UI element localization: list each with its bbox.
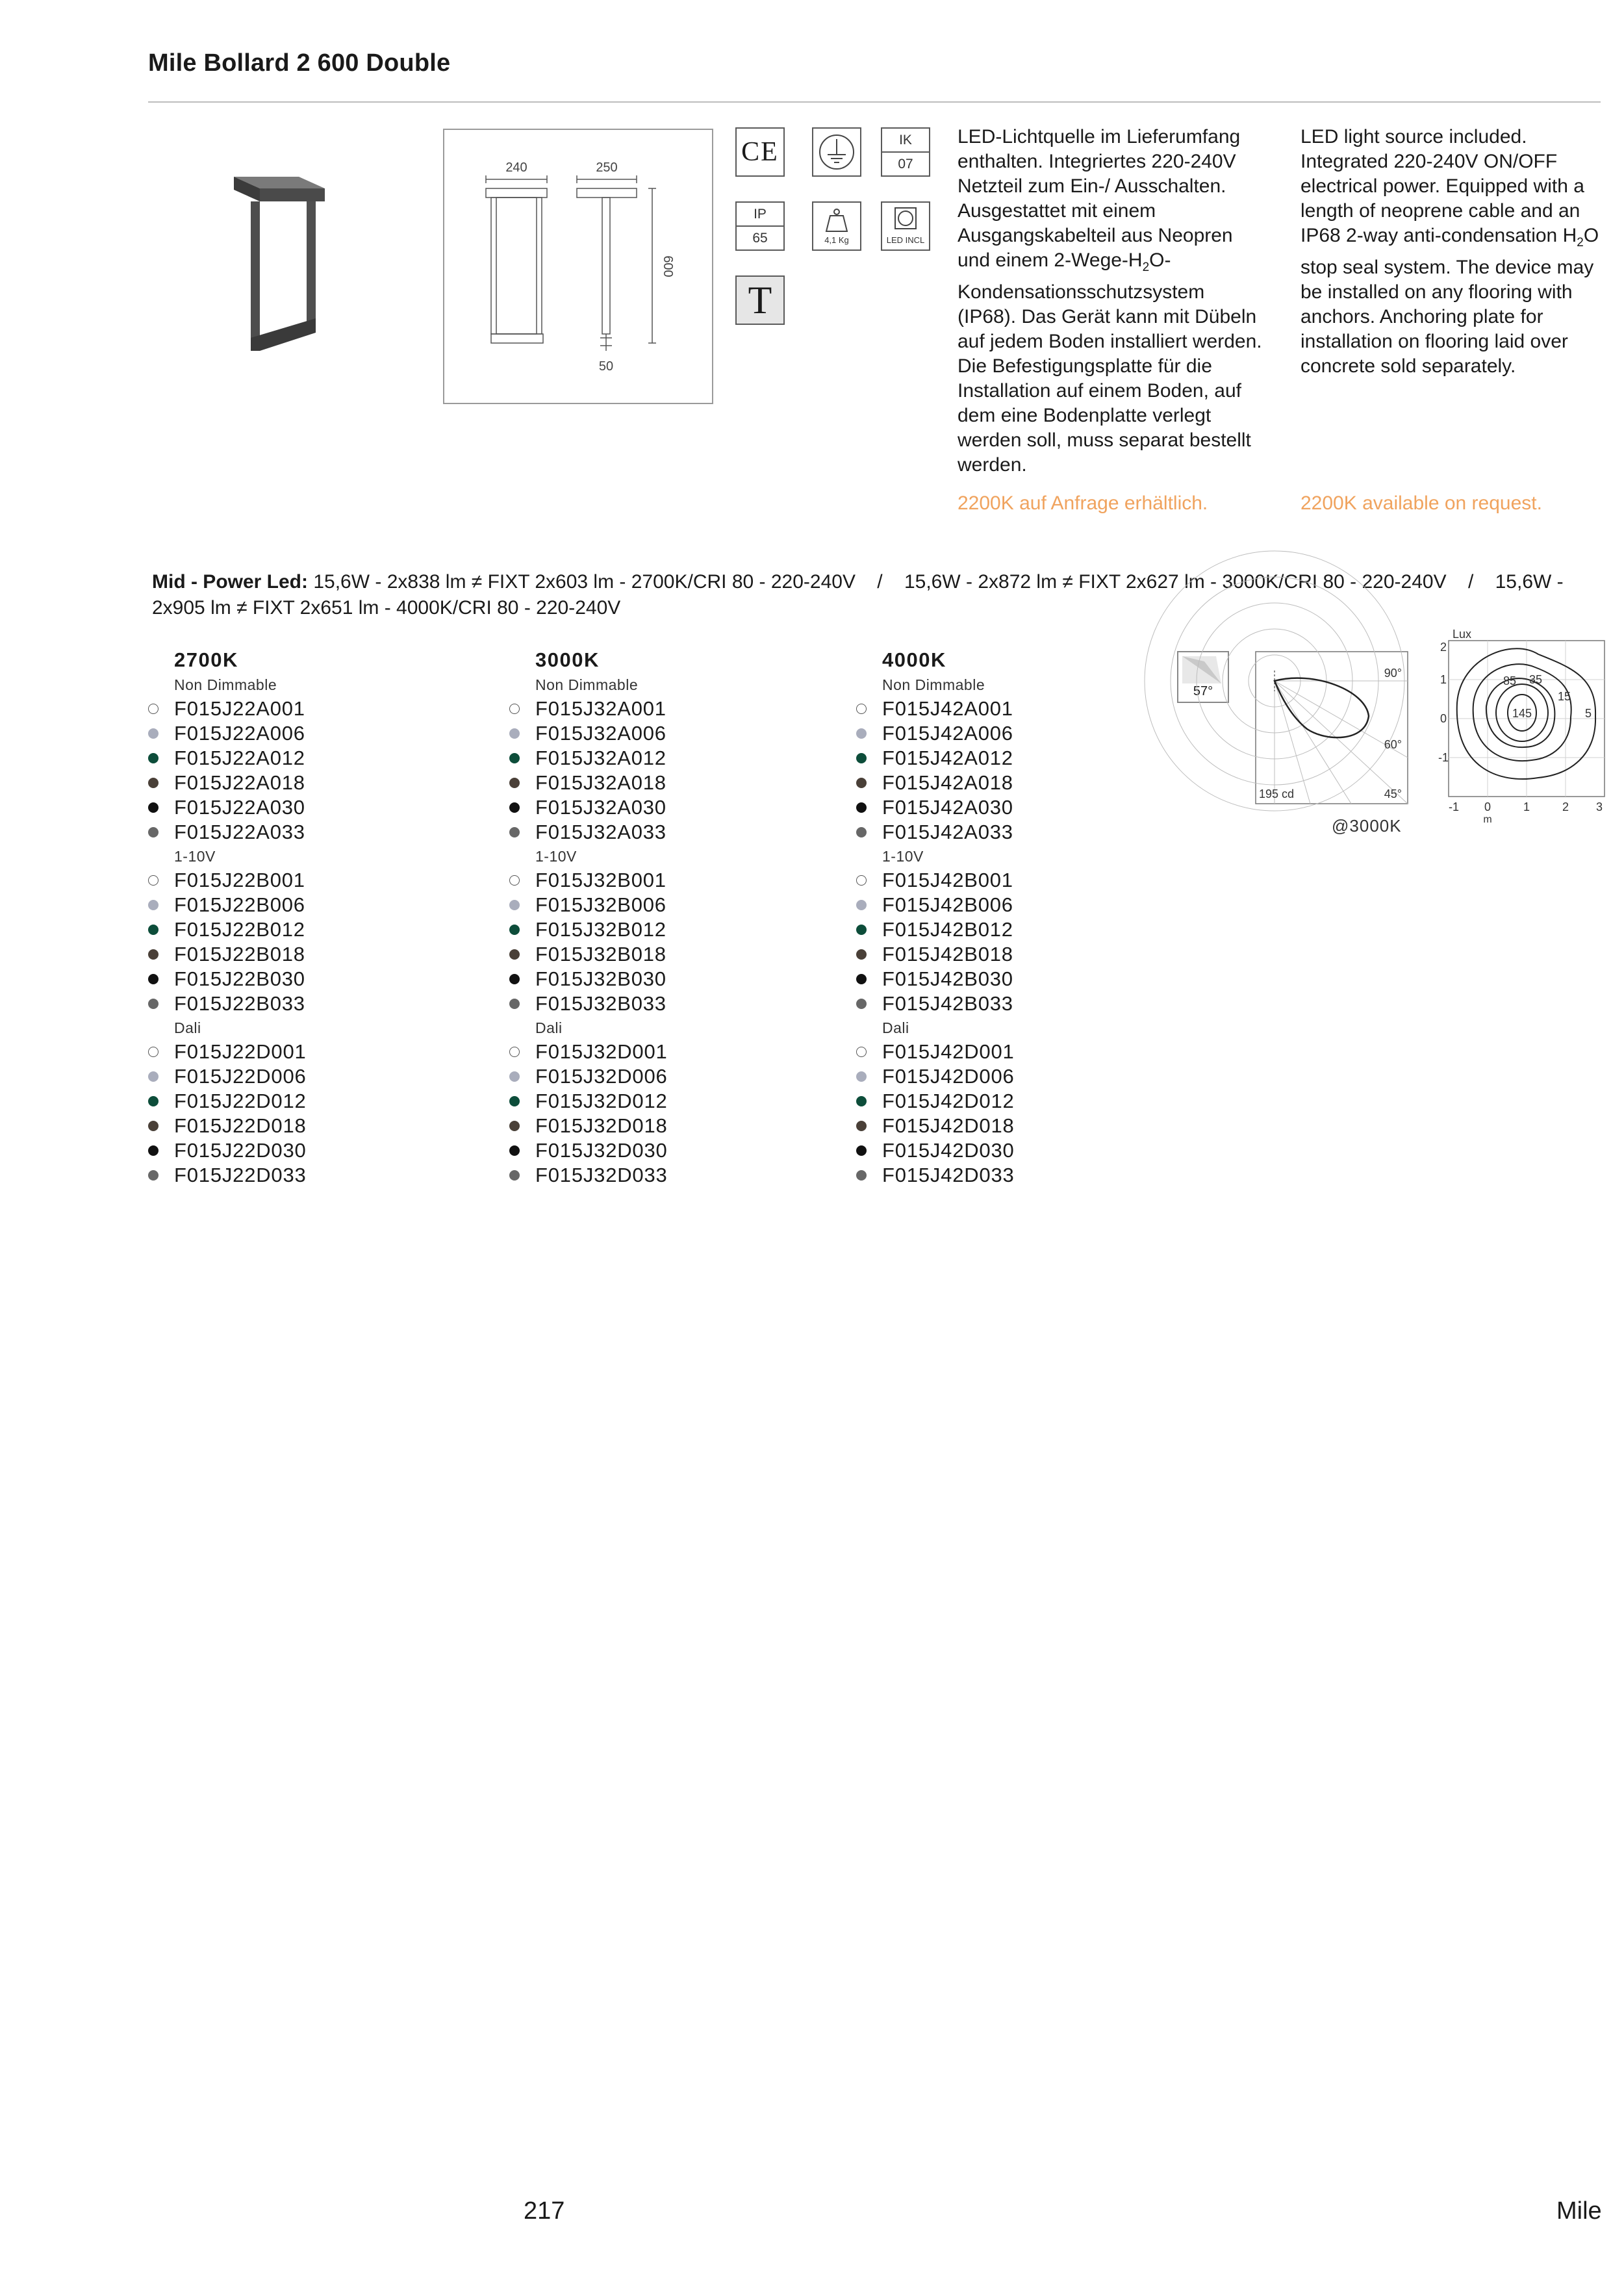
code-row [148,721,307,746]
finish-color-swatch [148,704,159,714]
dimming-group-label: 1-10V [882,848,924,865]
product-code: F015J32D018 [535,1114,668,1137]
product-code: F015J22D018 [174,1114,307,1137]
finish-color-swatch [509,999,520,1009]
finish-color-swatch [856,949,867,960]
dimension-drawing [443,129,713,404]
product-code: F015J42B001 [882,869,1013,891]
product-code: F015J22D006 [174,1065,307,1088]
product-code: F015J32D033 [535,1164,668,1186]
finish-color-swatch [856,925,867,935]
dimming-group-label: 1-10V [535,848,577,865]
product-code: F015J32B033 [535,992,666,1015]
code-row [148,696,307,721]
code-row [509,893,668,917]
code-column [509,647,668,1188]
class-insulation-icon [812,127,861,177]
product-code: F015J42A006 [882,722,1013,745]
finish-color-swatch [509,827,520,837]
code-column [148,647,307,1188]
code-row [856,967,1015,991]
finish-color-swatch [856,875,867,886]
product-code: F015J42D030 [882,1139,1015,1162]
product-code: F015J22D033 [174,1164,307,1186]
t-class-icon [735,275,785,325]
code-row [509,967,668,991]
code-row [856,1089,1015,1114]
finish-color-swatch [856,753,867,763]
finish-color-swatch [509,1096,520,1106]
product-code: F015J22B033 [174,992,305,1015]
column-heading: 2700K [174,648,238,671]
code-row [148,991,307,1016]
finish-color-swatch [509,875,520,886]
dimming-group-label: 1-10V [174,848,216,865]
iso-x-tick-1: 1 [1523,800,1530,813]
finish-color-swatch [148,802,159,813]
code-row [509,942,668,967]
column-heading: 3000K [535,648,600,671]
finish-color-swatch [856,1047,867,1057]
product-code: F015J42B030 [882,967,1013,990]
product-code: F015J22A018 [174,771,305,794]
finish-color-swatch [148,1121,159,1131]
finish-color-swatch [856,999,867,1009]
code-row [148,1064,307,1089]
iso-y-tick-1: 1 [1440,673,1447,686]
polar-curve-diagram [1255,651,1408,804]
footer-collection-name: Mile [1556,2197,1602,2225]
ip-rating-badge [735,201,785,251]
description-english [1300,125,1606,379]
t-class-text: T [748,278,772,322]
code-row [148,820,307,845]
finish-color-swatch [856,1071,867,1082]
code-row [856,1163,1015,1188]
code-row [148,795,307,820]
product-code: F015J22A001 [174,697,305,720]
polar-cd-value: 195 cd [1259,787,1295,800]
code-row [856,1064,1015,1089]
product-code: F015J32A012 [535,747,666,769]
finish-color-swatch [509,1071,520,1082]
dim-width-right: 250 [596,160,618,175]
code-row [148,1040,307,1064]
code-row [856,746,1015,771]
finish-color-swatch [856,728,867,739]
product-code: F015J42B033 [882,992,1013,1015]
iso-level-15: 15 [1558,690,1571,703]
led-included-label: LED INCL [886,235,925,245]
ce-mark-icon [735,127,785,177]
code-row [509,1114,668,1138]
iso-level-5: 5 [1585,707,1592,720]
ik-label: IK [882,129,929,153]
finish-color-swatch [509,802,520,813]
product-code: F015J32D030 [535,1139,668,1162]
finish-color-swatch [856,900,867,910]
finish-color-swatch [148,925,159,935]
code-row [856,721,1015,746]
product-code: F015J42D001 [882,1040,1015,1063]
finish-color-swatch [856,974,867,984]
finish-color-swatch [148,778,159,788]
desc-de-part2: O-Kondensationsschutzsystem (IP68). Das Gerät kann mit Dübeln auf jedem Boden installiert werden. Die Befestigungsplatte für die Installation auf einem Boden, auf dem eine Bodenplatte verlegt werden soll, muss separat bestellt werden. [958,249,1262,476]
iso-y-tick-2: 2 [1440,641,1447,654]
code-row [856,795,1015,820]
polar-angle-90: 90° [1384,667,1402,680]
title-divider [148,101,1601,103]
ik-rating-badge [881,127,930,177]
finish-color-swatch [148,875,159,886]
iso-unit-m: m [1483,814,1492,825]
iso-x-tick-2: 2 [1562,800,1569,813]
desc-en-part2: O stop seal system. The device may be installed on any flooring with anchors. Anchoring plate for installation on flooring laid over concrete sold separately. [1300,225,1599,377]
finish-color-swatch [148,949,159,960]
ip-label: IP [737,203,783,227]
code-row [509,721,668,746]
product-code: F015J32B030 [535,967,666,990]
finish-color-swatch [148,900,159,910]
code-row [148,746,307,771]
product-code: F015J22A006 [174,722,305,745]
finish-color-swatch [856,1121,867,1131]
iso-level-35: 35 [1529,673,1543,686]
finish-color-swatch [148,1096,159,1106]
product-code: F015J22D012 [174,1090,307,1112]
product-base [251,318,316,351]
product-code: F015J42D006 [882,1065,1015,1088]
finish-color-swatch [509,1047,520,1057]
product-code: F015J22A030 [174,796,305,819]
code-row [148,967,307,991]
code-row [856,942,1015,967]
dimming-group-label: Dali [535,1019,563,1036]
desc-en-part1: LED light source included. Integrated 220-240V ON/OFF electrical power. Equipped with a length of neoprene cable and an IP68 2-way anti-condensation H [1300,126,1584,246]
product-code: F015J22B012 [174,918,305,941]
beam-angle-icon [1177,651,1229,703]
code-row [509,795,668,820]
product-code: F015J42B012 [882,918,1013,941]
product-code: F015J22B006 [174,893,305,916]
code-row [856,1040,1015,1064]
finish-color-swatch [856,802,867,813]
finish-color-swatch [148,974,159,984]
finish-color-swatch [509,1145,520,1156]
product-code: F015J42A030 [882,796,1013,819]
iso-y-tick-neg1: -1 [1438,751,1449,764]
finish-color-swatch [509,1121,520,1131]
code-row [148,771,307,795]
finish-color-swatch [509,949,520,960]
product-code: F015J32B006 [535,893,666,916]
product-code: F015J22B001 [174,869,305,891]
finish-color-swatch [509,974,520,984]
product-code: F015J42A001 [882,697,1013,720]
code-row [856,991,1015,1016]
finish-color-swatch [509,753,520,763]
dimming-group-label: Non Dimmable [174,676,277,693]
dim-height: 600 [661,255,675,277]
beam-angle-value: 57° [1193,684,1213,698]
code-row [856,1114,1015,1138]
code-row [148,1163,307,1188]
code-row [509,1138,668,1163]
code-row [509,1089,668,1114]
ce-text: CE [741,137,779,167]
desc-en-sub: 2 [1577,236,1584,249]
finish-color-swatch [856,1170,867,1181]
code-row [509,868,668,893]
weight-value: 4,1 Kg [824,235,849,245]
ik-value: 07 [898,156,913,172]
code-row [148,1114,307,1138]
code-row [148,942,307,967]
code-column [856,647,1015,1188]
product-leg-right [307,201,316,331]
column-heading: 4000K [882,648,946,671]
code-row [509,746,668,771]
dim-width-left: 240 [505,160,527,175]
product-code: F015J22D030 [174,1139,307,1162]
product-code: F015J42B006 [882,893,1013,916]
iso-x-tick-3: 3 [1595,800,1603,813]
finish-color-swatch [148,1071,159,1082]
product-code: F015J32D006 [535,1065,668,1088]
product-code: F015J42D033 [882,1164,1015,1186]
finish-color-swatch [509,900,520,910]
code-row [509,1163,668,1188]
product-code: F015J32D012 [535,1090,668,1112]
page-title: Mile Bollard 2 600 Double [148,49,451,77]
code-row [509,1040,668,1064]
finish-color-swatch [509,728,520,739]
iso-x-tick-0: 0 [1484,800,1491,813]
finish-color-swatch [509,1170,520,1181]
product-code: F015J22A033 [174,821,305,843]
desc-de-sub: 2 [1142,261,1150,274]
code-row [148,1089,307,1114]
product-code: F015J32B012 [535,918,666,941]
product-code: F015J32D001 [535,1040,668,1063]
power-specs [152,569,1607,621]
product-code: F015J22B018 [174,943,305,965]
polar-note: @3000K [1332,816,1402,836]
product-code: F015J42D012 [882,1090,1015,1112]
finish-color-swatch [148,827,159,837]
finish-color-swatch [148,728,159,739]
product-code: F015J42A012 [882,747,1013,769]
code-row [856,893,1015,917]
code-row [148,917,307,942]
product-code: F015J22B030 [174,967,305,990]
product-code: F015J42D018 [882,1114,1015,1137]
finish-color-swatch [509,778,520,788]
iso-y-tick-0: 0 [1440,712,1447,725]
code-row [509,696,668,721]
code-row [509,991,668,1016]
product-code: F015J32A018 [535,771,666,794]
finish-color-swatch [509,704,520,714]
product-code: F015J42A018 [882,771,1013,794]
code-row [509,917,668,942]
power-text: 15,6W - 2x838 lm ≠ FIXT 2x603 lm - 2700K/CRI 80 - 220-240V / 15,6W - 2x872 lm ≠ FIXT 2x627 lm - 3000K/CRI 80 - 220-240V / 15,6W - 2x905 lm ≠ FIXT 2x651 lm - 4000K/CRI 80 - 220-240V [152,571,1569,619]
code-row [148,1138,307,1163]
product-top-front [260,188,325,201]
ip-value: 65 [752,230,768,246]
product-leg-left [251,201,260,346]
product-code: F015J22A012 [174,747,305,769]
product-code: F015J32A030 [535,796,666,819]
power-label: Mid - Power Led: [152,571,308,593]
code-row [856,771,1015,795]
dim-base: 50 [598,359,614,374]
product-code: F015J32B018 [535,943,666,965]
finish-color-swatch [856,827,867,837]
finish-color-swatch [856,704,867,714]
finish-color-swatch [509,925,520,935]
finish-color-swatch [148,1145,159,1156]
finish-color-swatch [148,999,159,1009]
code-row [856,868,1015,893]
dimming-group-label: Non Dimmable [882,676,985,693]
finish-color-swatch [148,1047,159,1057]
code-row [509,1064,668,1089]
product-image [221,162,338,357]
desc-de-part1: LED-Lichtquelle im Lieferumfang enthalten. Integriertes 220-240V Netzteil zum Ein-/ Ausschalten. Ausgestattet mit einem Ausgangskabelteil aus Neopren und einem 2-Wege-H [958,126,1241,271]
code-row [148,868,307,893]
code-row [509,771,668,795]
finish-color-swatch [148,753,159,763]
code-row [856,696,1015,721]
iso-level-85: 85 [1503,674,1517,687]
code-row [148,893,307,917]
code-row [509,820,668,845]
dimension-svg [444,130,712,403]
product-code: F015J32A033 [535,821,666,843]
dimming-group-label: Dali [882,1019,909,1036]
code-row [856,820,1015,845]
iso-level-145: 145 [1512,707,1532,720]
polar-angle-60: 60° [1384,738,1402,751]
finish-color-swatch [856,1096,867,1106]
finish-color-swatch [856,778,867,788]
product-code: F015J32B001 [535,869,666,891]
dimming-group-label: Non Dimmable [535,676,639,693]
product-code: F015J22D001 [174,1040,307,1063]
finish-color-swatch [148,1170,159,1181]
page-number: 217 [524,2197,565,2225]
product-code: F015J32A001 [535,697,666,720]
iso-unit-lux: Lux [1453,628,1472,641]
iso-x-tick-neg1: -1 [1448,800,1460,813]
code-row [856,917,1015,942]
polar-angle-45: 45° [1384,787,1402,800]
finish-color-swatch [856,1145,867,1156]
dimming-group-label: Dali [174,1019,201,1036]
description-german [958,125,1263,478]
product-code: F015J42B018 [882,943,1013,965]
code-row [856,1138,1015,1163]
isolux-diagram [1438,628,1606,826]
note-2200k-english: 2200K available on request. [1300,492,1542,514]
product-code: F015J42A033 [882,821,1013,843]
product-code: F015J32A006 [535,722,666,745]
note-2200k-german: 2200K auf Anfrage erhältlich. [958,492,1208,514]
